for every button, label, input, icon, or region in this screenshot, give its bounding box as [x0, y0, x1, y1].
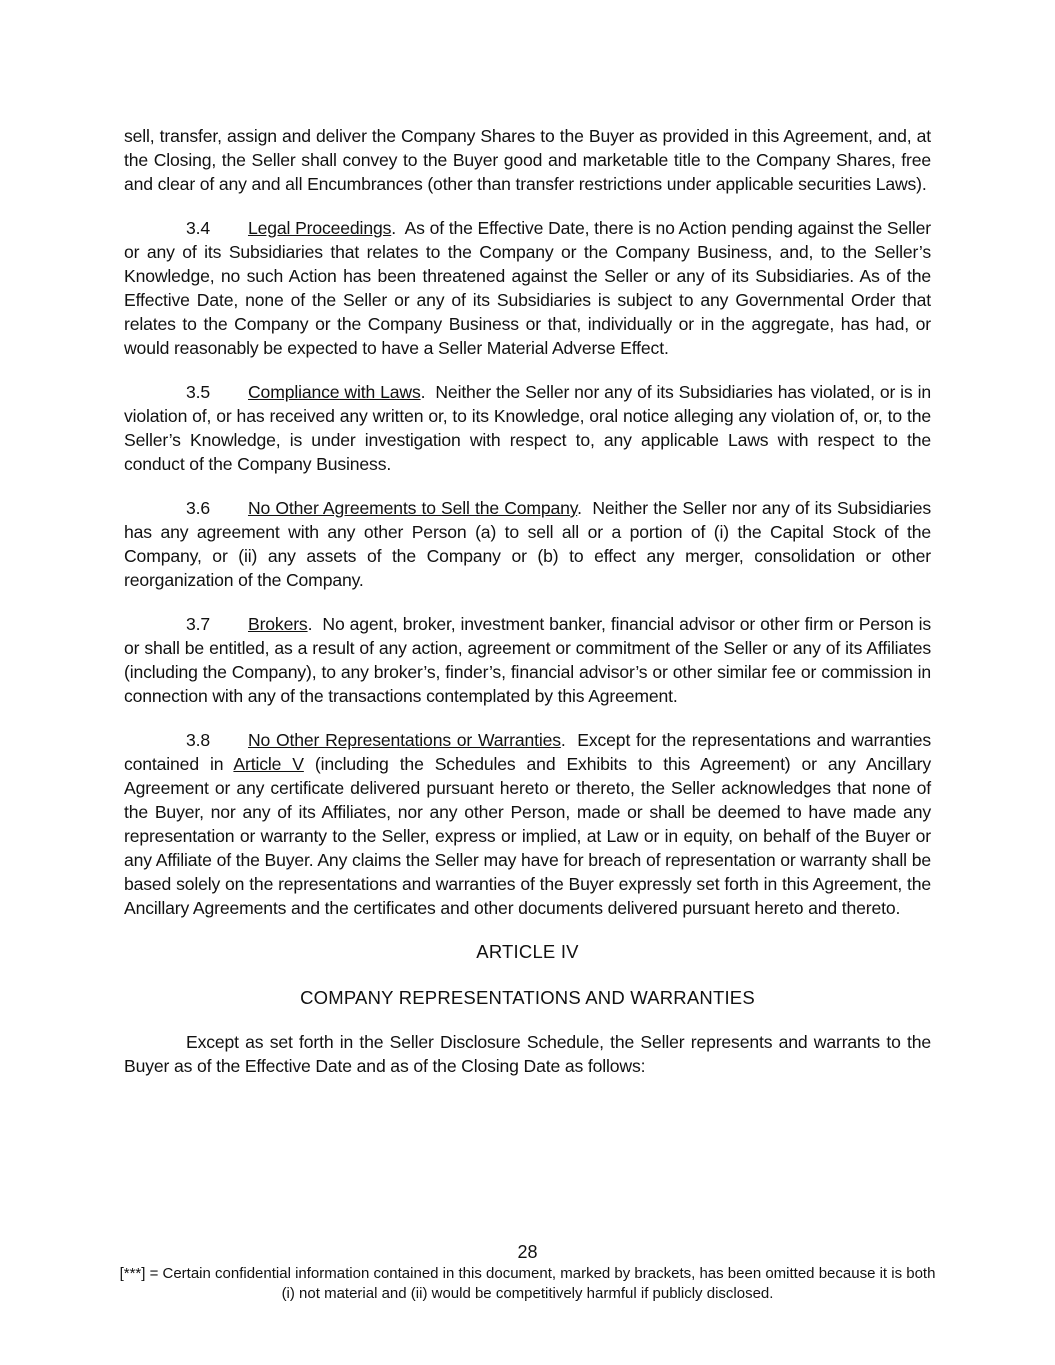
section-number: 3.8: [186, 730, 211, 750]
section-number: 3.5: [186, 382, 211, 402]
section-body-after: (including the Schedules and Exhibits to this Agreement) or any Ancillary Agreement or any certificate delivered pursuant hereto or thereto, the Seller acknowledges that none of the Buyer, nor any of its Affiliates, nor any other Person, made or shall be deemed to have made any representation or warranty to the Seller, express or implied, at Law or in equity, on behalf of the Buyer or any Affiliate of the Buyer. Any claims the Seller may have for breach of representation or warranty shall be based solely on the representations and warranties of the Buyer expressly set forth in this Agreement, the Ancillary Agreements and the certificates and other documents delivered pursuant hereto and thereto.: [124, 754, 931, 918]
article-v-link[interactable]: Article V: [233, 754, 304, 774]
section-body: As of the Effective Date, there is no Action pending against the Seller or any of its Subsidiaries that relates to the Company or the Company Business, and, to the Seller’s Knowledge, no such Action has been threatened against the Seller or any of its Subsidiaries. As of the Effective Date, none of the Seller or any of its Subsidiaries is subject to any Governmental Order that relates to the Company or the Company Business or that, individually or in the aggregate, has had, or would reasonably be expected to have a Seller Material Adverse Effect.: [124, 218, 931, 358]
section-title: Compliance with Laws: [248, 382, 421, 402]
section-3-6: 3.6 No Other Agreements to Sell the Company. Neither the Seller nor any of its Subsidiaries has any agreement with any other Person (a) to sell all or a portion of (i) the Capital Stock of the Company, or (ii) any assets of the Company or (b) to effect any merger, consolidation or other reorganization of the Company.: [124, 498, 932, 590]
section-title: No Other Agreements to Sell the Company: [248, 498, 578, 518]
page-number: 28: [517, 1242, 538, 1262]
article-title: COMPANY REPRESENTATIONS AND WARRANTIES: [300, 987, 755, 1008]
section-title: Legal Proceedings: [248, 218, 392, 238]
section-3-8: 3.8 No Other Representations or Warranties. Except for the representations and warranties contained in Article V (including the Schedules and Exhibits to this Agreement) or any Ancillary Agreement or any certificate delivered pursuant hereto or thereto, the Seller acknowledges that none of the Buyer, nor any of its Affiliates, nor any other Person, made or shall be deemed to have made any representation or warranty to the Seller, express or implied, at Law or in equity, on behalf of the Buyer or any Affiliate of the Buyer. Any claims the Seller may have for breach of representation or warranty shall be based solely on the representations and warranties of the Buyer expressly set forth in this Agreement, the Ancillary Agreements and the certificates and other documents delivered pursuant hereto and thereto.: [124, 730, 932, 918]
section-body: Neither the Seller nor any of its Subsidiaries has violated, or is in violation of, or has received any written or, to its Knowledge, oral notice alleging any violation of, or, to the Seller’s Knowledge, is under investigation with respect to, any applicable Laws with respect to the conduct of the Company Business.: [124, 382, 931, 474]
section-title: No Other Representations or Warranties: [248, 730, 561, 750]
closing-paragraph: Except as set forth in the Seller Disclosure Schedule, the Seller represents and warrants to the Buyer as of the Effective Date and as of the Closing Date as follows:: [124, 1032, 931, 1076]
page-footer: [0, 1240, 1055, 1304]
section-3-4: 3.4 Legal Proceedings. As of the Effective Date, there is no Action pending against the Seller or any of its Subsidiaries that relates to the Company or the Company Business, and, to the Seller’s Knowledge, no such Action has been threatened against the Seller or any of its Subsidiaries. As of the Effective Date, none of the Seller or any of its Subsidiaries is subject to any Governmental Order that relates to the Company or the Company Business or that, individually or in the aggregate, has had, or would reasonably be expected to have a Seller Material Adverse Effect.: [124, 218, 931, 358]
section-title: Brokers: [248, 614, 308, 634]
section-number: 3.6: [186, 498, 211, 518]
confidentiality-note: [***] = Certain confidential information contained in this document, marked by brackets, has been omitted because it is both (i) not material and (ii) would be competitively harmful if publicly disclosed.: [119, 1265, 936, 1302]
section-3-5: 3.5 Compliance with Laws. Neither the Seller nor any of its Subsidiaries has violated, or is in violation of, or has received any written or, to its Knowledge, oral notice alleging any violation of, or, to the Seller’s Knowledge, is under investigation with respect to, any applicable Laws with respect to the conduct of the Company Business.: [124, 382, 931, 474]
section-body-before: Except for the representations and warranties contained in: [124, 730, 932, 774]
document-body: [124, 124, 931, 1078]
section-body: No agent, broker, investment banker, financial advisor or other firm or Person is or shall be entitled, as a result of any action, agreement or commitment of the Seller or any of its Affiliates (including the Company), to any broker’s, finder’s, financial advisor’s or other similar fee or commission in connection with any of the transactions contemplated by this Agreement.: [124, 614, 932, 706]
section-number: 3.7: [186, 614, 211, 634]
section-number: 3.4: [186, 218, 211, 238]
intro-paragraph: sell, transfer, assign and deliver the Company Shares to the Buyer as provided in this Agreement, and, at the Closing, the Seller shall convey to the Buyer good and marketable title to the Company Shares, free and clear of any and all Encumbrances (other than transfer restrictions under applicable securities Laws).: [124, 126, 931, 194]
section-body: Neither the Seller nor any of its Subsidiaries has any agreement with any other Person (a) to sell all or a portion of (i) the Capital Stock of the Company, or (ii) any assets of the Company or (b) to effect any merger, consolidation or other reorganization of the Company.: [124, 498, 932, 590]
article-heading: ARTICLE IV: [476, 941, 579, 962]
section-3-7: 3.7 Brokers. No agent, broker, investment banker, financial advisor or other firm or Person is or shall be entitled, as a result of any action, agreement or commitment of the Seller or any of its Affiliates (including the Company), to any broker’s, finder’s, financial advisor’s or other similar fee or commission in connection with any of the transactions contemplated by this Agreement.: [124, 614, 932, 706]
